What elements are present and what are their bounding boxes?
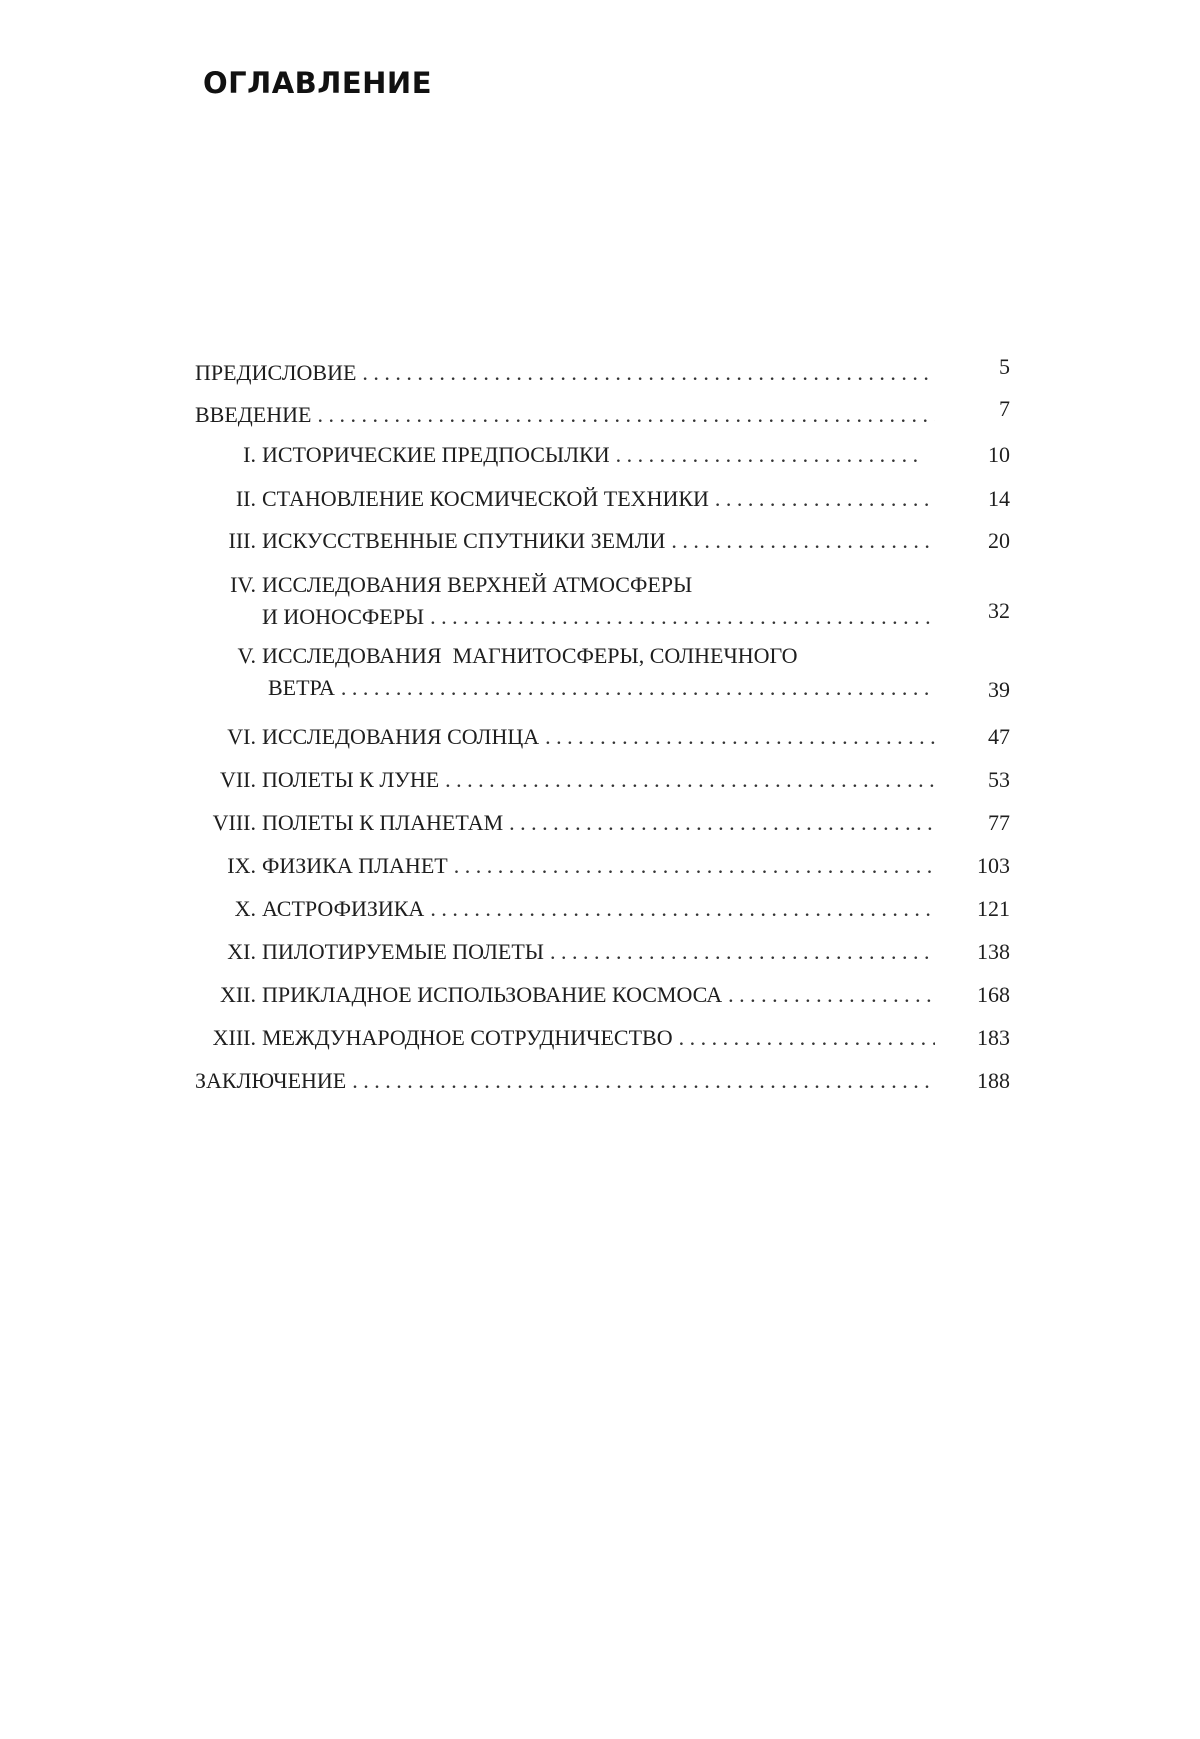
dot-leader [430,896,935,922]
toc-page-number: 47 [988,724,1010,749]
chapter-numeral: II. [235,486,256,511]
chapter-numeral: VII. [219,767,256,792]
toc-line [262,604,935,630]
toc-line [195,939,935,965]
dot-leader [679,1025,935,1051]
toc-page-number: 7 [999,396,1010,421]
chapter-numeral: IV. [230,572,256,597]
toc-page-number: 53 [988,767,1010,792]
toc-entry-title-line1: ИССЛЕДОВАНИЯ МАГНИТОСФЕРЫ, СОЛНЕЧНОГО [262,643,798,668]
toc-entry-title: ПОЛЕТЫ К ПЛАНЕТАМ [262,810,504,835]
toc-line [195,528,935,554]
toc-page-number: 14 [988,486,1010,511]
toc-entry-title: ПОЛЕТЫ К ЛУНЕ [262,767,440,792]
dot-leader [715,486,935,512]
dot-leader [728,982,935,1008]
dot-leader [341,675,935,701]
chapter-numeral: XIII. [212,1025,256,1050]
toc-page-number: 32 [988,598,1010,623]
toc-entry-title: ПРЕДИСЛОВИЕ [195,360,357,385]
toc-entry-title: ПИЛОТИРУЕМЫЕ ПОЛЕТЫ [262,939,544,964]
page-title: ОГЛАВЛЕНИЕ [203,66,433,100]
chapter-numeral: VIII. [212,810,256,835]
toc-line [195,1068,935,1094]
toc-page-number: 39 [988,677,1010,702]
toc-page-number: 121 [977,896,1010,921]
toc-entry-title-line2: ВЕТРА [268,675,335,700]
toc-line [195,643,935,669]
toc-line [195,896,935,922]
toc-entry-title: ВВЕДЕНИЕ [195,402,312,427]
chapter-numeral: VI. [227,724,256,749]
dot-leader [454,853,935,879]
toc-page-number: 5 [999,354,1010,379]
toc-entry-title: СТАНОВЛЕНИЕ КОСМИЧЕСКОЙ ТЕХНИКИ [262,486,709,511]
toc-line [195,402,935,428]
toc-entry-title: ФИЗИКА ПЛАНЕТ [262,853,448,878]
toc-line [195,810,935,836]
dot-leader [509,810,935,836]
toc-line [195,1025,935,1051]
toc-entry-title: ИСТОРИЧЕСКИЕ ПРЕДПОСЫЛКИ [262,442,610,467]
chapter-numeral: III. [228,528,256,553]
toc-entry-title: АСТРОФИЗИКА [262,896,425,921]
toc-page-number: 168 [977,982,1010,1007]
dot-leader [430,604,935,630]
chapter-numeral: I. [243,442,256,467]
toc-page-number: 20 [988,528,1010,553]
toc-line [195,724,935,750]
toc-line [195,767,935,793]
chapter-numeral: XI. [227,939,256,964]
toc-entry-title: МЕЖДУНАРОДНОЕ СОТРУДНИЧЕСТВО [262,1025,673,1050]
toc-page-number: 77 [988,810,1010,835]
dot-leader [545,724,935,750]
toc-line [195,572,935,598]
dot-leader [362,360,935,386]
toc-page-number: 183 [977,1025,1010,1050]
toc-entry-title-line2: И ИОНОСФЕРЫ [262,604,425,629]
toc-line [195,360,935,386]
dot-leader [445,767,935,793]
toc-page-number: 188 [977,1068,1010,1093]
chapter-numeral: V. [237,643,256,668]
dot-leader [317,402,935,428]
chapter-numeral: X. [234,896,256,921]
dot-leader [671,528,935,554]
toc-entry-title: ИССЛЕДОВАНИЯ СОЛНЦА [262,724,540,749]
toc-entry-title: ПРИКЛАДНОЕ ИСПОЛЬЗОВАНИЕ КОСМОСА [262,982,723,1007]
chapter-numeral: XII. [219,982,256,1007]
toc-page-number: 10 [988,442,1010,467]
toc-entry-title: ИСКУССТВЕННЫЕ СПУТНИКИ ЗЕМЛИ [262,528,666,553]
toc-line [195,982,935,1008]
toc-entry-title: ЗАКЛЮЧЕНИЕ [195,1068,347,1093]
toc-line [195,853,935,879]
toc-page-number: 138 [977,939,1010,964]
dot-leader [550,939,935,965]
toc-entry-title-line1: ИССЛЕДОВАНИЯ ВЕРХНЕЙ АТМОСФЕРЫ [262,572,693,597]
toc-line [195,486,935,512]
toc-line [268,675,935,701]
chapter-numeral: IX. [227,853,256,878]
toc-page-number: 103 [977,853,1010,878]
dot-leader [352,1068,935,1094]
toc-line [195,442,923,468]
dot-leader [616,442,923,468]
